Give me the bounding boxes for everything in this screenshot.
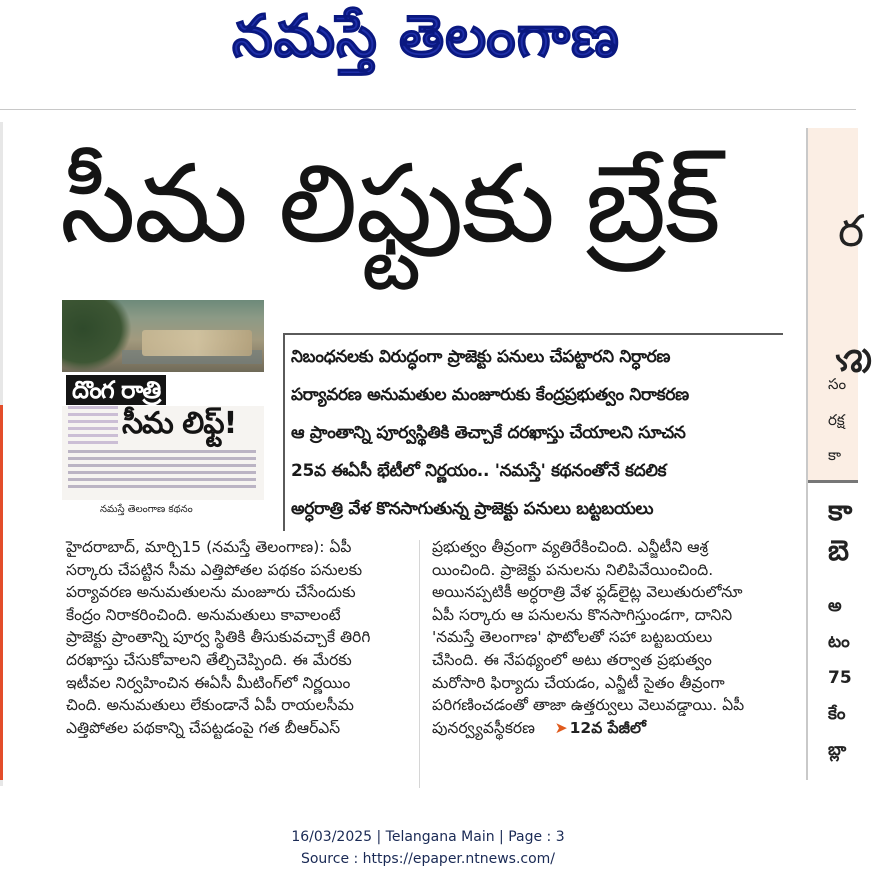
sidebar-line-5: టం: [828, 632, 850, 652]
body-line: మరోసారి ఫిర్యాదు చేయడం, ఎన్జీటీ సైతం తీవ్రంగా: [432, 673, 725, 692]
body-line: హైదరాబాద్, మార్చి15 (నమస్తే తెలంగాణ): ఏపీ: [66, 538, 352, 556]
body-line-last: [432, 717, 786, 740]
article-headline: సీమ లిఫ్టుకు బ్రేక్: [60, 142, 719, 267]
continued-on-page-link[interactable]: 12వ పేజీలో: [569, 718, 646, 737]
newspaper-logo: నమస్తే తెలంగాణ: [232, 2, 620, 70]
inset-title-line2: సీమ లిఫ్ట్!: [122, 406, 237, 441]
body-line: ఏపీ సర్కారు ఆ పనులను కొనసాగిస్తుండగా, దానిని: [432, 605, 733, 624]
inset-title-line1: దొంగ రాత్రి: [66, 375, 166, 405]
sidebar-line-4: అ: [828, 596, 842, 616]
sidebar-headline-glyph: ర: [838, 206, 865, 257]
subhead-2: పర్యావరణ అనుమతుల మంజూరుకు కేంద్రప్రభుత్వం నిరాకరణ: [291, 385, 689, 405]
body-line: పర్యావరణ అనుమతులను మంజూరు చేసేందుకు: [66, 583, 356, 602]
body-line: ప్రభుత్వం తీవ్రంగా వ్యతిరేకించింది. ఎన్జీటీని ఆశ్ర: [432, 538, 709, 556]
body-line: కేంద్రం నిరాకరించింది. అనుమతులు కావాలంటే: [66, 605, 341, 624]
body-line: 'నమస్తే తెలంగాణ' ఫొటోలతో సహా బట్టబయలు: [432, 628, 713, 647]
page-footer: [0, 826, 856, 870]
subhead-3: ఆ ప్రాంతాన్ని పూర్వస్థితికి తెచ్చాకే దరఖాస్తు చేయాలని సూచన: [291, 423, 686, 443]
body-line: చింది. అనుమతులు లేకుండానే ఏపీ రాయలసీమ: [66, 696, 354, 715]
body-line: యించింది. ప్రాజెక్టు పనులను నిలిపివేయించింది.: [432, 560, 714, 579]
photo-caption: నమస్తే తెలంగాణ కథనం: [100, 504, 193, 515]
body-line: దరఖాస్తు చేసుకోవాలని తేల్చిచెప్పింది. ఈ మేరకు: [66, 650, 352, 669]
sidebar-line-8: బ్లా: [828, 740, 847, 760]
column-divider: [419, 540, 420, 788]
body-line-text: పునర్వ్యవస్థీకరణ: [432, 718, 535, 737]
inset-text-block: [68, 404, 118, 444]
body-column-left: [66, 536, 406, 739]
sidebar-heading-1: కా: [828, 494, 853, 527]
body-line: ఎత్తిపోతల పథకాన్ని చేపట్టడంపై గత బీఆర్‌ఎస్: [66, 718, 341, 737]
body-line: చేసింది. ఈ నేపథ్యంలో అటు తర్వాత ప్రభుత్వం: [432, 650, 712, 669]
inset-clipping: [62, 372, 264, 500]
subhead-5: అర్ధరాత్రి వేళ కొనసాగుతున్న ప్రాజెక్టు పనులు బట్టబయలు: [291, 499, 654, 519]
sidebar-vertical-text: ప్ర: [830, 348, 870, 373]
sidebar-line-7: కేం: [828, 704, 846, 724]
sidebar-line-6: 75: [828, 668, 852, 688]
sidebar-line-3: కా: [828, 446, 842, 464]
inset-body-lines: [68, 450, 256, 492]
sidebar-line-2: రక్ష: [828, 411, 845, 429]
sidebar-heading-2: బె: [828, 534, 850, 567]
subheads-box: [283, 333, 783, 531]
body-line: ఇటీవల నిర్వహించిన ఈఏసీ మీటింగ్‌లో నిర్ణయిం: [66, 673, 351, 692]
masthead: [0, 0, 856, 110]
sidebar-line-1: సం: [828, 375, 847, 393]
body-column-right: [432, 536, 786, 739]
left-accent-strip: [0, 405, 3, 780]
continued-arrow-icon: ➤: [554, 718, 568, 737]
footer-date-edition: 16/03/2025 | Telangana Main | Page : 3: [291, 829, 565, 845]
subhead-4: 25వ ఈఏసీ భేటీలో నిర్ణయం.. 'నమస్తే' కథనంతోనే కదలిక: [291, 461, 667, 481]
project-site-photo: [62, 300, 264, 372]
adjacent-article-sidebar: [806, 128, 870, 780]
footer-source-link[interactable]: Source : https://epaper.ntnews.com/: [300, 851, 556, 867]
body-line: పరిగణించడంతో తాజా ఉత్తర్వులు వెలువడ్డాయి. ఏపీ: [432, 696, 745, 715]
body-line: సర్కారు చేపట్టిన సీమ ఎత్తిపోతల పథకం పనులకు: [66, 560, 363, 579]
masthead-divider: [0, 109, 856, 110]
body-line: ప్రాజెక్టు ప్రాంతాన్ని పూర్వ స్థితికి తీసుకువచ్చాకే తిరిగి: [66, 628, 371, 647]
photo-construction-site: [142, 330, 252, 356]
subhead-1: నిబంధనలకు విరుద్ధంగా ప్రాజెక్టు పనులు చేపట్టారని నిర్ధారణ: [291, 347, 671, 367]
body-line: అయినప్పటికీ అర్ధరాత్రి వేళ ఫ్లడ్‌లైట్ల వెలుతురులోనూ: [432, 583, 743, 602]
